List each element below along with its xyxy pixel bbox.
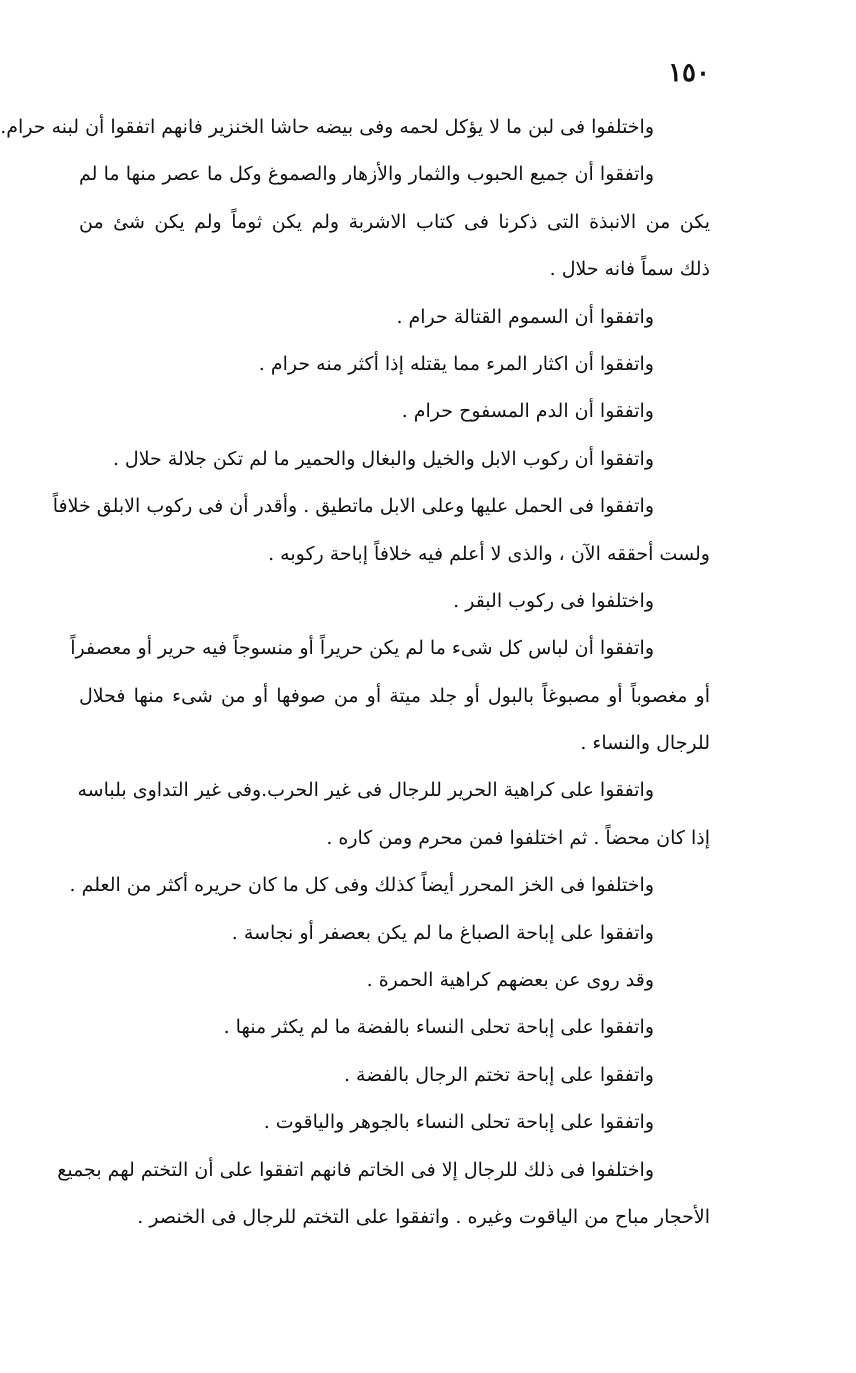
text-line: واتفقوا أن ركوب الابل والخيل والبغال والحمير ما لم تكن جلالة حلال . bbox=[112, 447, 654, 470]
text-line: واختلفوا فى الخز المحرر أيضاً كذلك وفى كل ما كان حريره أكثر من العلم . bbox=[69, 874, 654, 897]
text-line: واتفقوا على إباحة الصباغ ما لم يكن بعصفر أو نجاسة . bbox=[231, 921, 654, 944]
text-line: الأحجار مباح من الياقوت وغيره . واتفقوا على التختم للرجال فى الخنصر . bbox=[137, 1205, 710, 1228]
text-line: واتفقوا أن الدم المسفوح حرام . bbox=[401, 400, 654, 423]
text-line: واتفقوا على إباحة تحلى النساء بالفضة ما لم يكثر منها . bbox=[223, 1016, 654, 1039]
text-line: يكن من الانبذة التى ذكرنا فى كتاب الاشربة ولم يكن ثوماً ولم يكن شئ من bbox=[79, 210, 710, 233]
text-line: واتفقوا أن السموم القتالة حرام . bbox=[396, 305, 654, 328]
text-line: للرجال والنساء . bbox=[580, 732, 710, 755]
text-line: ولست أحققه الآن ، والذى لا أعلم فيه خلافاً إباحة ركوبه . bbox=[268, 542, 710, 565]
text-line: إذا كان محضاً . ثم اختلفوا فمن محرم ومن كاره . bbox=[326, 826, 710, 849]
text-line: واتفقوا على إباحة تختم الرجال بالفضة . bbox=[343, 1063, 654, 1086]
page-body bbox=[0, 104, 710, 1241]
text-line: واتفقوا على إباحة تحلى النساء بالجوهر والياقوت . bbox=[263, 1111, 654, 1134]
text-line: واتفقوا أن اكثار المرء مما يقتله إذا أكثر منه حرام . bbox=[258, 352, 654, 375]
text-line: واتفقوا على كراهية الحرير للرجال فى غير الحرب.وفى غير التداوى بلباسه bbox=[77, 779, 654, 802]
text-line: واتفقوا فى الحمل عليها وعلى الابل ماتطيق . وأقدر أن فى ركوب الابلق خلافاً bbox=[52, 495, 654, 518]
text-line: واختلفوا فى ذلك للرجال إلا فى الخاتم فانهم اتفقوا على أن التختم لهم بجميع bbox=[57, 1158, 654, 1181]
page-number: ١٥٠ bbox=[668, 58, 710, 88]
text-line: واتفقوا أن لباس كل شىء ما لم يكن حريراً أو منسوجاً فيه حرير أو معصفراً bbox=[70, 637, 654, 660]
text-line: واتفقوا أن جميع الحبوب والثمار والأزهار والصموغ وكل ما عصر منها ما لم bbox=[79, 163, 654, 186]
text-line: ذلك سماً فانه حلال . bbox=[549, 258, 710, 281]
text-line: وقد روى عن بعضهم كراهية الحمرة . bbox=[366, 969, 654, 992]
text-line: أو مغصوباً أو مصبوغاً بالبول أو جلد ميتة أو من صوفها أو من شىء منها فحلال bbox=[79, 684, 710, 707]
text-line: واختلفوا فى ركوب البقر . bbox=[453, 589, 654, 612]
text-line: واختلفوا فى لبن ما لا يؤكل لحمه وفى بيضه حاشا الخنزير فانهم اتفقوا أن لبنه حرام. bbox=[0, 116, 654, 138]
